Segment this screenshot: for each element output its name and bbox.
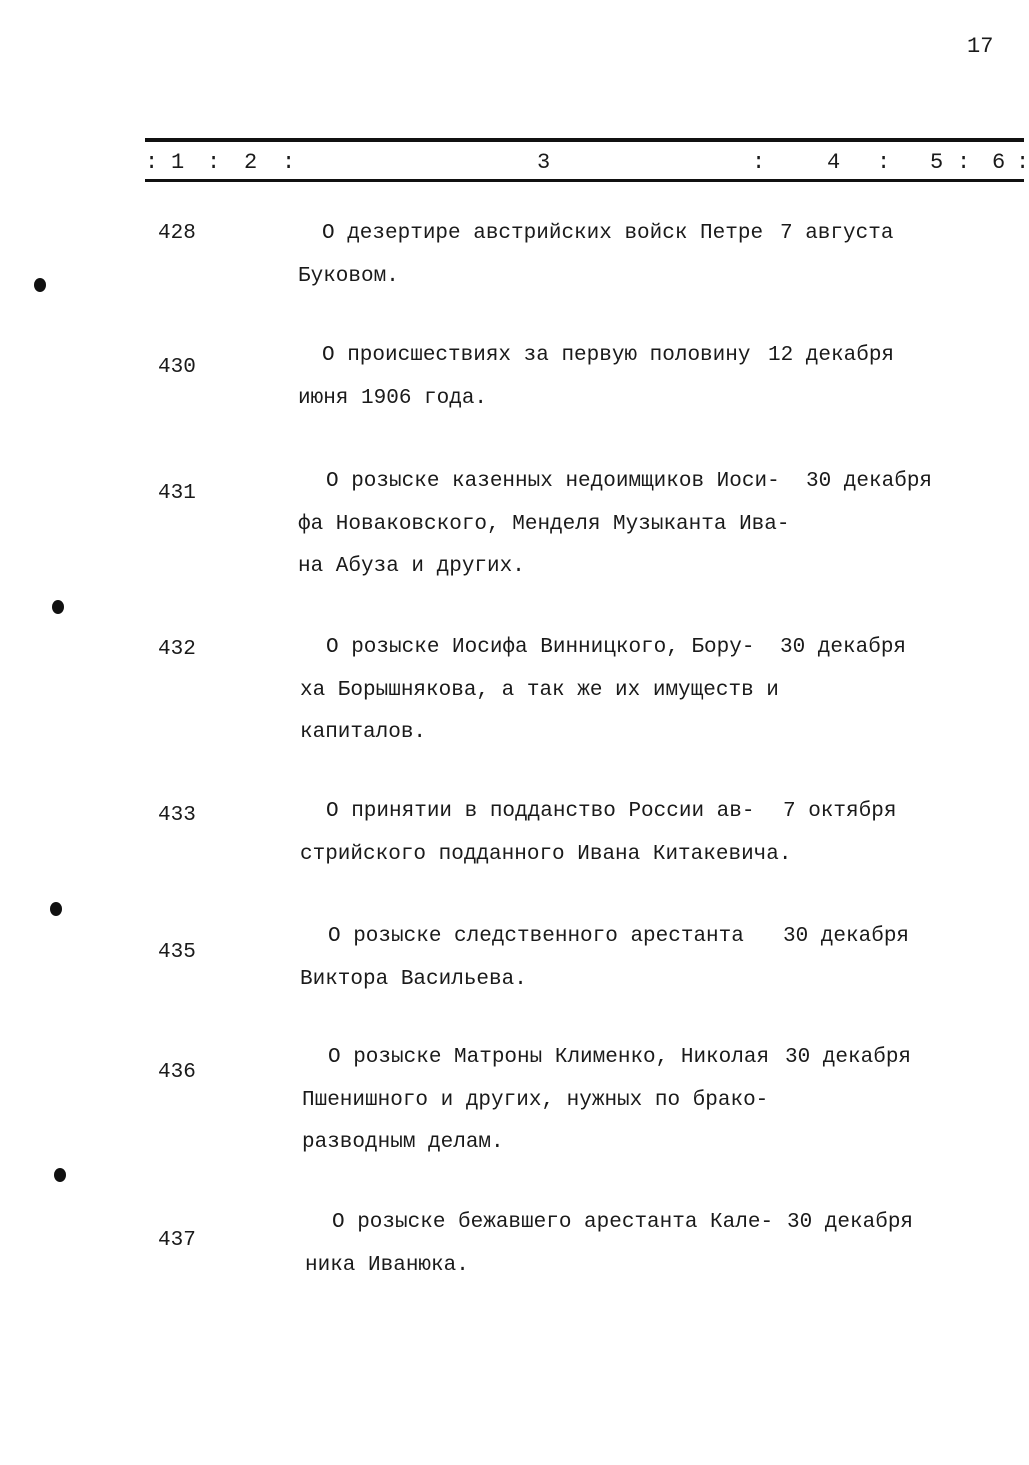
punch-hole-mark xyxy=(34,278,46,292)
entry-title-line: ха Борышнякова, а так же их имуществ и xyxy=(300,678,779,702)
entry-date: 12 декабря xyxy=(768,344,895,367)
entry-number: 437 xyxy=(158,1229,196,1252)
entry-title-line: на Абуза и других. xyxy=(298,555,525,578)
entry-title-line: О дезертире австрийских войск Петре xyxy=(322,222,764,245)
punch-hole-mark xyxy=(52,600,64,614)
punch-hole-mark xyxy=(54,1168,66,1182)
header-top-rule xyxy=(145,138,1024,142)
entry-date: 7 октября xyxy=(783,800,897,823)
entry-date: 7 августа xyxy=(780,222,894,245)
entry-title-line: О розыске Иосифа Винницкого, Бору- xyxy=(326,636,755,659)
col-header-4: 4 xyxy=(827,150,841,175)
col-header-5: 5 xyxy=(930,150,944,175)
col-sep: : xyxy=(1016,150,1029,175)
entry-title-line: фа Новаковского, Менделя Музыканта Ива- xyxy=(298,512,790,536)
entry-title-line: О розыске Матроны Клименко, Николая xyxy=(328,1046,770,1069)
entry-title-line: О розыске бежавшего арестанта Кале- xyxy=(332,1211,774,1234)
entry-title-line: Буковом. xyxy=(298,264,399,288)
entry-date: 30 декабря xyxy=(806,470,933,493)
entry-date: 30 декабря xyxy=(783,925,910,948)
col-header-1: 1 xyxy=(171,150,185,175)
entry-number: 431 xyxy=(158,482,196,505)
entry-title-line: Виктора Васильева. xyxy=(300,967,527,991)
entry-title-line: капиталов. xyxy=(300,721,427,744)
entry-title-line: разводным делам. xyxy=(302,1131,504,1154)
entry-title-line: О розыске казенных недоимщиков Иоси- xyxy=(326,470,780,493)
entry-title-line: О происшествиях за первую половину xyxy=(322,344,751,367)
col-sep: : xyxy=(282,150,296,175)
entry-title-line: О принятии в подданство России ав- xyxy=(326,800,755,823)
col-sep: : xyxy=(145,150,159,175)
col-sep: : xyxy=(752,150,766,175)
entry-number: 430 xyxy=(158,356,196,379)
entry-date: 30 декабря xyxy=(780,636,907,659)
entry-date: 30 декабря xyxy=(787,1211,914,1234)
entry-title-line: Пшенишного и других, нужных по брако- xyxy=(302,1088,769,1112)
entry-number: 435 xyxy=(158,941,196,964)
col-header-3: 3 xyxy=(537,150,551,175)
page-number: 17 xyxy=(967,34,994,59)
col-sep: : xyxy=(207,150,221,175)
entry-number: 436 xyxy=(158,1061,196,1084)
entry-title-line: ника Иванюка. xyxy=(305,1253,469,1277)
header-bottom-rule xyxy=(145,179,1024,182)
entry-title-line: стрийского подданного Ивана Китакевича. xyxy=(300,842,792,866)
col-header-6: 6 xyxy=(992,150,1006,175)
col-header-2: 2 xyxy=(244,150,258,175)
entry-title-line: О розыске следственного арестанта xyxy=(328,925,744,948)
entry-date: 30 декабря xyxy=(785,1046,912,1069)
entry-number: 433 xyxy=(158,804,196,827)
entry-number: 432 xyxy=(158,638,196,661)
col-sep: : xyxy=(877,150,891,175)
entry-title-line: июня 1906 года. xyxy=(298,386,488,410)
col-sep: : xyxy=(957,150,971,175)
entry-number: 428 xyxy=(158,222,196,245)
punch-hole-mark xyxy=(50,902,62,916)
